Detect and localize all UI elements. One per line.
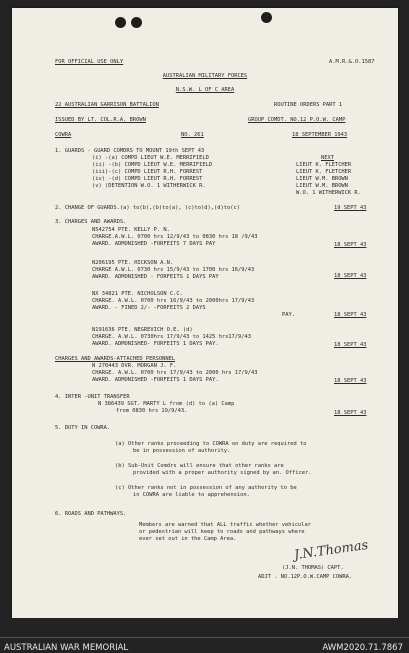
group-commandant: GROUP COMDT. NO.12 P.O.W. CAMP bbox=[248, 117, 346, 123]
footer-divider bbox=[0, 637, 409, 638]
official-use-line: FOR OFFICIAL USE ONLY bbox=[55, 59, 124, 65]
charge-member: N191636 PTE. NEGREVICH O.E. (d) bbox=[92, 327, 193, 333]
transfer-line: N 386439 SGT. MARTY L from (d) to (a) Camp bbox=[98, 401, 235, 407]
entry-date: 18 SEPT 43 bbox=[334, 242, 367, 248]
roads-text: ever set out in the Camp Area. bbox=[139, 536, 237, 542]
duty-item-b-cont: provided with a proper authority signed by an. Officer. bbox=[133, 470, 312, 476]
section-duty-title: 5. DUTY IN COWRA. bbox=[55, 425, 111, 431]
section-date: 19 SEPT 43 bbox=[334, 205, 367, 211]
charge-line: CHARGE A.W.L. 0730 hrs 15/9/43 to 1700 hrs 16/9/43 bbox=[92, 267, 255, 273]
section-guards-title: 1. GUARDS - GUARD COMDRS TO MOUNT 19th SEPT 43 bbox=[55, 148, 205, 154]
guard-next: LIEUT W.M. BROWN bbox=[296, 183, 348, 189]
guard-next: LIEUT K. FLETCHER bbox=[296, 169, 352, 175]
orders-heading: ROUTINE ORDERS PART 1 bbox=[274, 102, 343, 108]
punch-hole bbox=[115, 17, 126, 28]
roads-text: or pedestrian will keep to roads and pathways where bbox=[139, 529, 305, 535]
charge-member: N542754 PTE. KELLY P. N. bbox=[92, 227, 170, 233]
guard-next: W.O. 1 WITHERWICK R. bbox=[296, 190, 361, 196]
guard-row: (iii)-(c) COMPD LIEUT R.H. FORREST bbox=[92, 169, 203, 175]
section-transfer-title: 4. INTER -UNIT TRANSFER bbox=[55, 394, 130, 400]
accession-number: AWM2020.71.7867 bbox=[322, 643, 403, 653]
section-change-of-guards: 2. CHANGE OF GUARDS.(a) to(b),(b)to(a), (c)to(d),(d)to(c) bbox=[55, 205, 240, 211]
guard-row: (iv) -(d) COMPD LIEUT R.H. FORREST bbox=[92, 176, 203, 182]
punch-hole bbox=[131, 17, 142, 28]
section-charges-title: 3. CHARGES AND AWARDS. bbox=[55, 219, 127, 225]
issued-by: ISSUED BY LT. COL.R.A. BROWN bbox=[55, 117, 146, 123]
charge-line: CHARGE. A.W.L. 0700 hrs 16/9/43 to 2000hrs 17/9/43 bbox=[92, 298, 255, 304]
area-heading: N.S.W. L OF C AREA bbox=[175, 87, 235, 93]
guard-row: (ii) -(b) COMPD LIEUT W.E. MERRIFIELD bbox=[92, 162, 213, 168]
guard-row: (v) (DETENTION W.O. 1 WITHERWICK R. bbox=[92, 183, 206, 189]
section-roads-title: 6. ROADS AND PATHWAYS. bbox=[55, 511, 127, 517]
duty-item-a-cont: be in possession of authority. bbox=[133, 448, 231, 454]
institution-label: AUSTRALIAN WAR MEMORIAL bbox=[4, 643, 129, 653]
signatory-title: ADJT . NO.12P.O.W.CAMP COWRA. bbox=[258, 574, 353, 580]
duty-item-c-cont: in COWRA are liable to apprehension. bbox=[133, 492, 250, 498]
archive-footer bbox=[0, 618, 409, 653]
entry-date: 18 SEPT 43 bbox=[334, 273, 367, 279]
signatory-name: (J.N. THOMAS) CAPT. bbox=[282, 565, 344, 571]
place: COWRA bbox=[55, 132, 72, 138]
award-line: AWARD. ADMONISHED -FORFEITS 1 DAYS PAY. bbox=[92, 377, 219, 383]
duty-item-a: (a) Other ranks proceeding to COWRA on duty are required to bbox=[115, 441, 307, 447]
transfer-line: from 0830 hrs 19/9/43. bbox=[116, 408, 188, 414]
charge-line: CHARGE.A.W.L. 0700 hrs 12/9/43 to 0830 hrs 18 /9/43 bbox=[92, 234, 258, 240]
award-line: AWARD. ADMONISHED -FORFEITS 7 DAYS PAY bbox=[92, 241, 216, 247]
charge-member: N206195 PTE. HICKSON A.N. bbox=[92, 260, 174, 266]
guard-next: LIEUT K. FLETCHER bbox=[296, 162, 352, 168]
charge-line: CHARGE. A.W.L. 0700 hrs 17/9/43 to 2000 hrs 17/9/43 bbox=[92, 370, 258, 376]
award-line: AWARD. - FINED 2/- -FORFEITS 2 DAYS bbox=[92, 305, 206, 311]
duty-item-c: (c) Other ranks not in possession of any authority to be bbox=[115, 485, 297, 491]
guard-next: LIEUT W.M. BROWN bbox=[296, 176, 348, 182]
guard-row: (i) -(a) COMPD LIEUT W.E. MERRIFIELD bbox=[92, 155, 209, 161]
charge-line: CHARGE. A.W.L. 0730hrs 17/9/43 to 1425 hrs17/9/43 bbox=[92, 334, 252, 340]
roads-text: Members are warned that ALL traffic whether vehicular bbox=[139, 522, 312, 528]
order-number: NO. 261 bbox=[181, 132, 204, 138]
document-page bbox=[12, 8, 398, 618]
award-line: AWARD. ADMONISHED - FORFEITS 1 DAYS PAY bbox=[92, 274, 219, 280]
entry-date: 18 SEPT 43 bbox=[334, 342, 367, 348]
next-column-heading: NEXT bbox=[321, 155, 334, 161]
charge-member: NX 34821 PTE. NICHOLSON C.C. bbox=[92, 291, 183, 297]
document-reference: A.M.R.&.O.1587 bbox=[329, 59, 375, 65]
forces-heading: AUSTRALIAN MILITARY FORCES bbox=[162, 73, 248, 79]
entry-date: 18 SEPT 43 bbox=[334, 378, 367, 384]
battalion-heading: 22 AUSTRALIAN GARRISON BATTALION bbox=[55, 102, 159, 108]
handwritten-signature: J.N.Thomas bbox=[293, 537, 370, 564]
award-line-continued: PAY. bbox=[282, 312, 295, 318]
entry-date: 18 SEPT 43 bbox=[334, 312, 367, 318]
punch-hole bbox=[261, 12, 272, 23]
award-line: AWARD. ADMONISHED- FORFEITS 1 DAYS PAY. bbox=[92, 341, 219, 347]
entry-date: 18 SEPT 43 bbox=[334, 410, 367, 416]
order-date: 18 SEPTEMBER 1943 bbox=[292, 132, 348, 138]
attached-personnel-title: CHARGES AND AWARDS-ATTACHED PERSONNEL bbox=[55, 356, 176, 362]
duty-item-b: (b) Sub-Unit Comdrs will ensure that other ranks are bbox=[115, 463, 284, 469]
charge-member: N 270443 DVR. MORGAN J. F. bbox=[92, 363, 177, 369]
